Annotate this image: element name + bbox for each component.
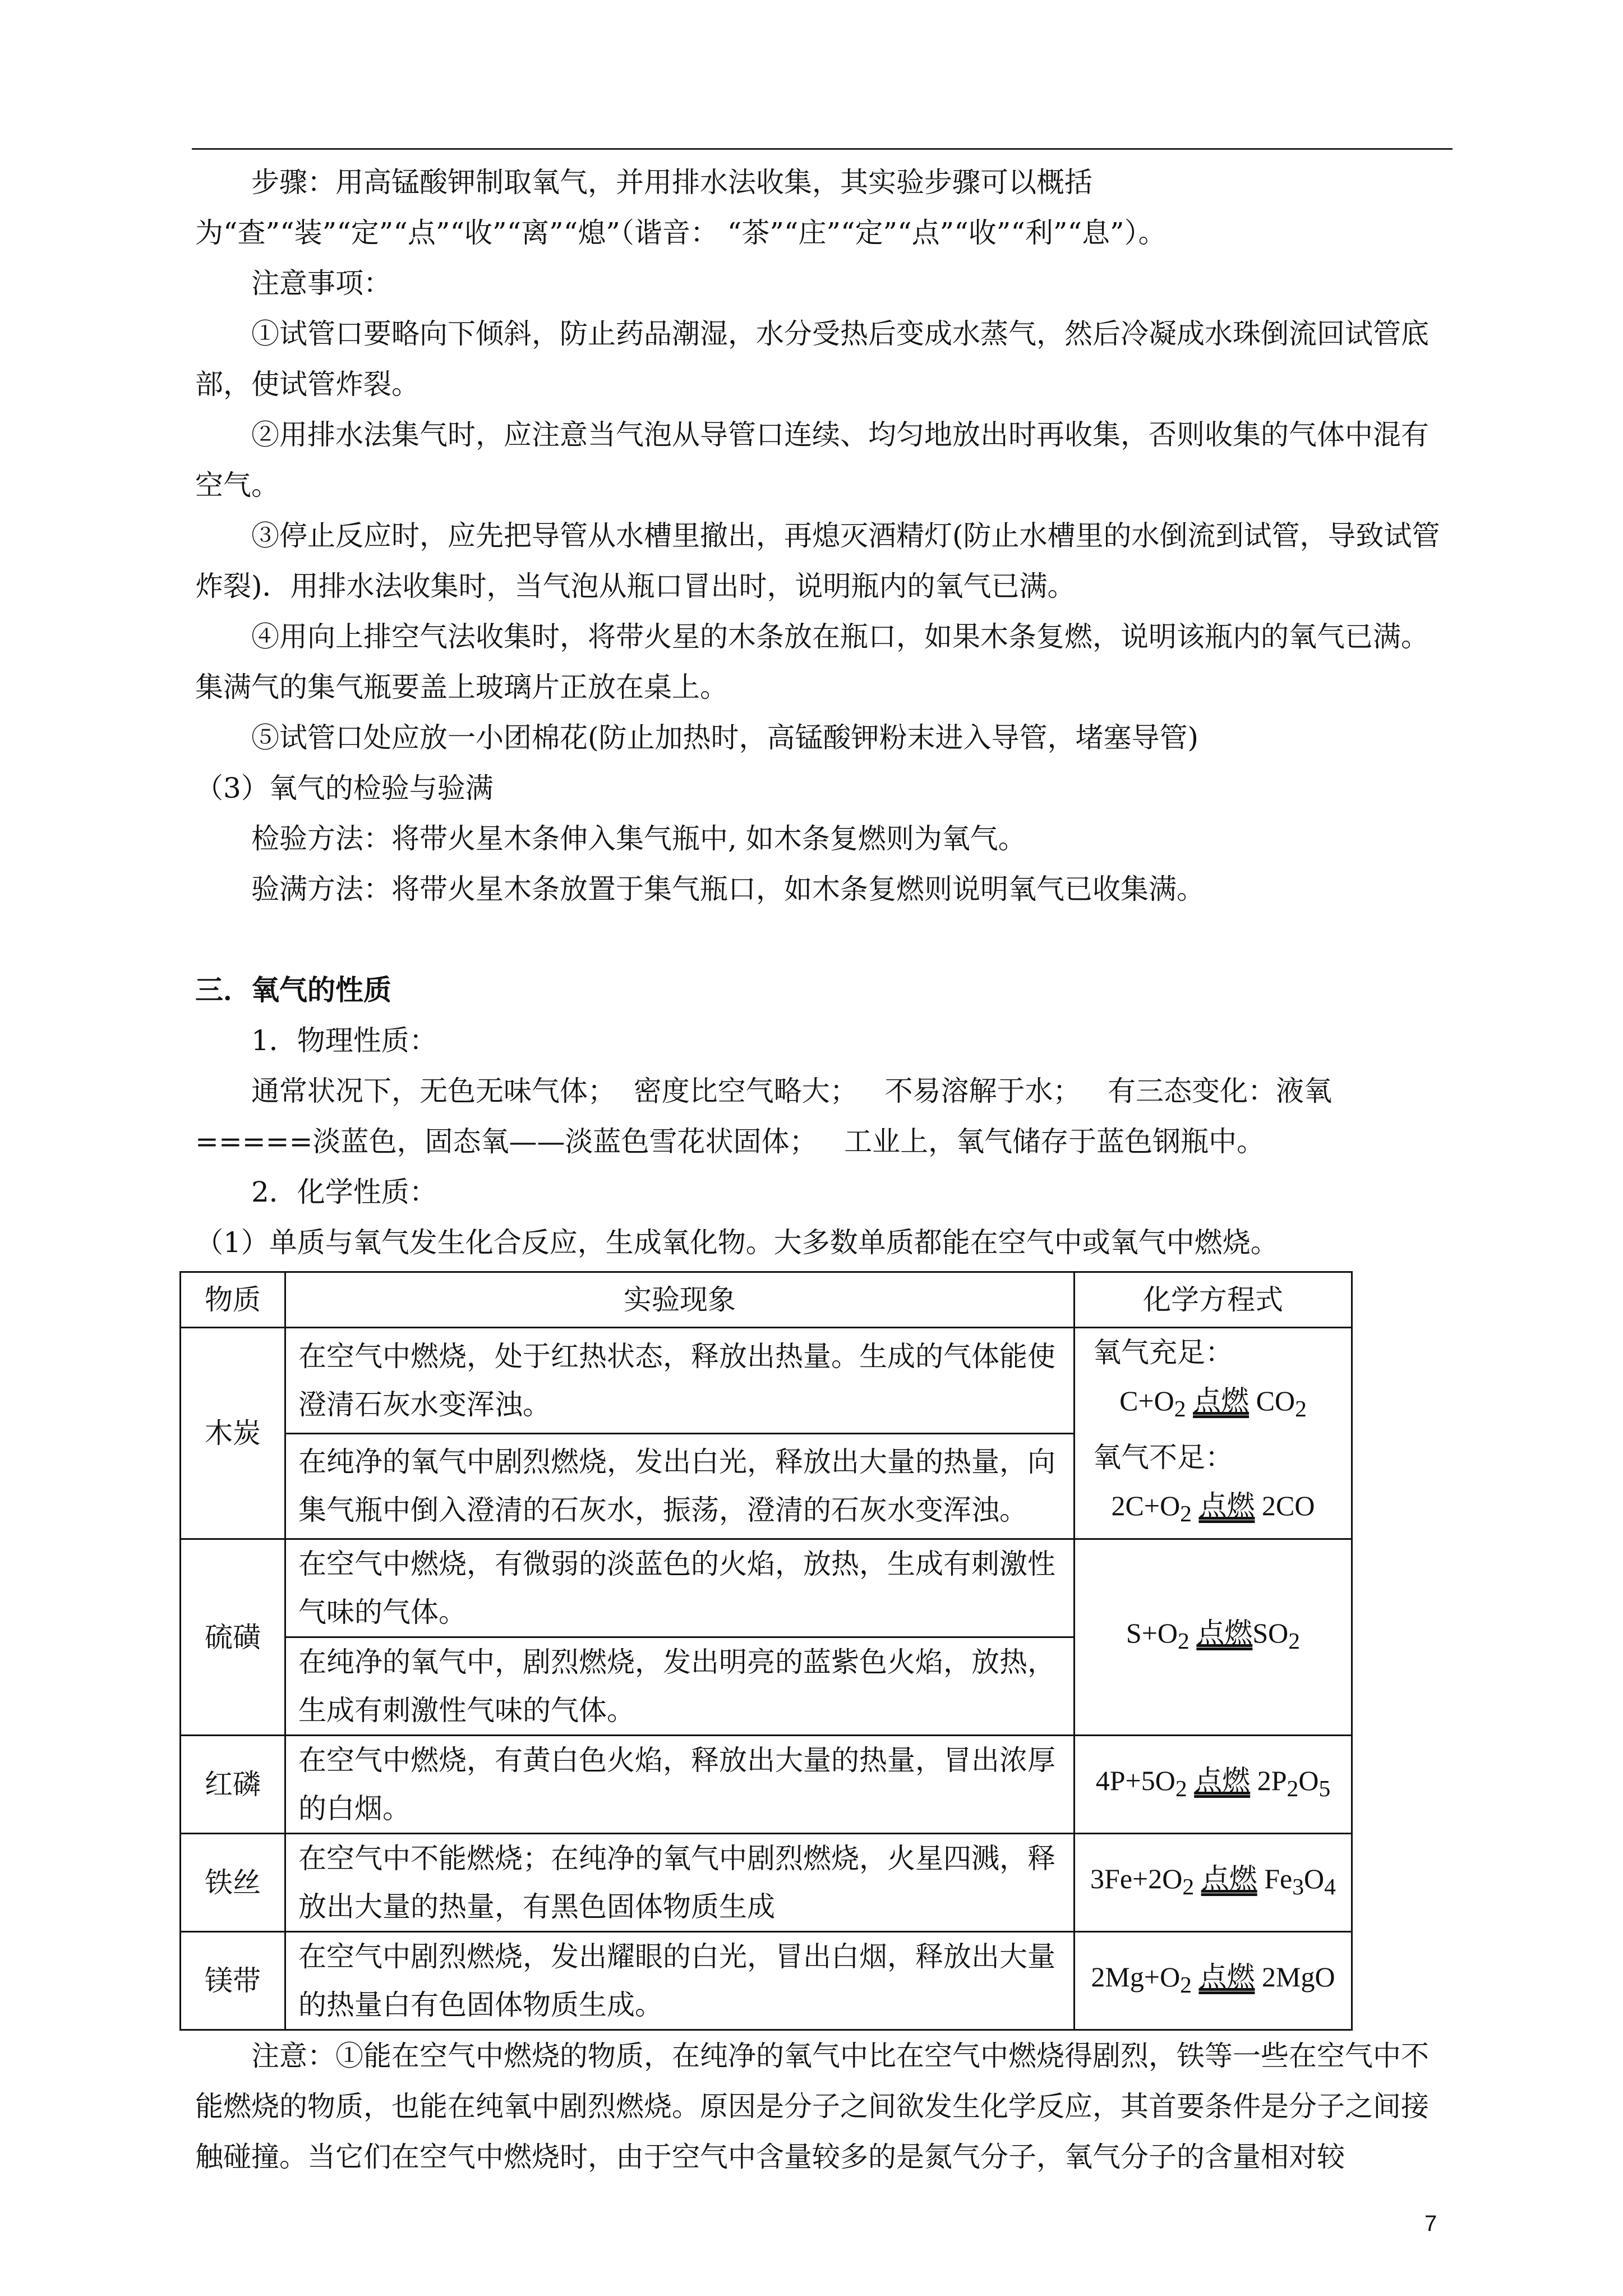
eq-right: CO — [1256, 1385, 1295, 1416]
eq-condition: 点燃 — [1193, 1385, 1249, 1416]
steps-paragraph: 步骤：用高锰酸钾制取氧气，并用排水法收集，其实验步骤可以概括为“查”“装”“定”“点”“收”“离”“熄”（谐音： “茶”“庄”“定”“点”“收”“利”“息”）。 — [195, 166, 1166, 249]
physical-text: 通常状况下，无色无味气体； 密度比空气略大； 不易溶解于水； 有三态变化：液氧=====淡蓝色，固态氧——淡蓝色雪花状固体； 工业上，氧气储存于蓝色钢瓶中。 — [195, 1075, 1332, 1158]
table-row — [181, 1834, 1352, 1932]
table-row — [181, 1932, 1352, 2030]
eq-right: 2CO — [1262, 1490, 1315, 1521]
notes-title: 注意事项： — [251, 267, 391, 300]
note-item-1: ①试管口要略向下倾斜，防止药品潮湿，水分受热后变成水蒸气，然后冷凝成水珠倒流回试管底部，使试管炸裂。 — [195, 318, 1429, 401]
substance-magnesium: 镁带 — [181, 1932, 285, 2030]
phosphorus-text: 在空气中燃烧，有黄白色火焰，释放出大量的热量，冒出浓厚的白烟。 — [285, 1736, 1075, 1834]
section-3-title: 三．氧气的性质 — [195, 973, 391, 1006]
carbon-air: 在空气中燃烧，处于红热状态，释放出热量。生成的气体能使澄清石灰水变浑浊。 — [285, 1328, 1075, 1434]
carbon-oxygen: 在纯净的氧气中剧烈燃烧，发出白光，释放出大量的热量，向集气瓶中倒入澄清的石灰水，振荡，澄清的石灰水变浑浊。 — [285, 1433, 1075, 1539]
substance-carbon: 木炭 — [181, 1328, 285, 1539]
chemical-subheading: （1）单质与氧气发生化合反应，生成氧化物。大多数单质都能在空气中或氧气中燃烧。 — [195, 1226, 1279, 1259]
iron-text: 在空气中不能燃烧；在纯净的氧气中剧烈燃烧，火星四溅，释放出大量的热量，有黑色固体物质生成 — [285, 1834, 1075, 1932]
reaction-table — [179, 1271, 1353, 2031]
eq-condition: 点燃 — [1196, 1617, 1253, 1649]
note-paragraph: 注意：①能在空气中燃烧的物质，在纯净的氧气中比在空气中燃烧得剧烈，铁等一些在空气中不能燃烧的物质，也能在纯氧中剧烈燃烧。原因是分子之间欲发生化学反应，其首要条件是分子之间接触碰撞。当它们在空气中燃烧时，由于空气中含量较多的是氮气分子，氧气分子的含量相对较 — [195, 2040, 1429, 2173]
oxygen-insufficient-label: 氧气不足： — [1093, 1442, 1233, 1473]
full-method: 验满方法：将带火星木条放置于集气瓶口，如木条复燃则说明氧气已收集满。 — [251, 873, 1205, 905]
chemical-title: 2．化学性质： — [251, 1176, 437, 1208]
carbon-equation-2: $2C+O_2$ 点燃 2CO — [1111, 1490, 1315, 1527]
eq-left: 2Mg+O — [1091, 1961, 1181, 1993]
sulfur-air: 在空气中燃烧，有微弱的淡蓝色的火焰，放热，生成有刺激性气味的气体。 — [285, 1539, 1075, 1637]
test-method: 检验方法：将带火星木条伸入集气瓶中, 如木条复燃则为氧气。 — [251, 822, 1026, 855]
eq-left: 2C+O — [1111, 1490, 1181, 1521]
note-item-5: ⑤试管口处应放一小团棉花(防止加热时，高锰酸钾粉末进入导管，堵塞导管) — [251, 721, 1199, 754]
carbon-equations — [1075, 1328, 1352, 1539]
table-row — [181, 1736, 1352, 1834]
magnesium-text: 在空气中剧烈燃烧，发出耀眼的白光，冒出白烟，释放出大量的热量白有色固体物质生成。 — [285, 1932, 1075, 2030]
substance-sulfur: 硫磺 — [181, 1539, 285, 1736]
table-header-row — [181, 1272, 1352, 1328]
eq-left: 3Fe+2O — [1090, 1862, 1183, 1894]
substance-iron: 铁丝 — [181, 1834, 285, 1932]
eq-condition: 点燃 — [1201, 1862, 1257, 1894]
phosphorus-equation: $4P+5O_2$ 点燃 $2P_2O_5$ — [1075, 1736, 1352, 1834]
table-row — [181, 1539, 1352, 1637]
note-item-4: ④用向上排空气法收集时，将带火星的木条放在瓶口，如果木条复燃，说明该瓶内的氧气已满。集满气的集气瓶要盖上玻璃片正放在桌上。 — [195, 620, 1429, 703]
header-rule — [192, 148, 1453, 150]
carbon-equation-1: $C+O_2$ 点燃 $CO_2$ — [1119, 1385, 1307, 1422]
header-substance: 物质 — [181, 1272, 285, 1328]
header-phenomenon: 实验现象 — [285, 1272, 1075, 1328]
note-item-3: ③停止反应时，应先把导管从水槽里撤出，再熄灭酒精灯(防止水槽里的水倒流到试管，导致试管炸裂)．用排水法收集时，当气泡从瓶口冒出时，说明瓶内的氧气已满。 — [195, 519, 1440, 602]
physical-title: 1．物理性质： — [251, 1024, 437, 1057]
page-number: 7 — [1424, 2211, 1437, 2236]
page-content — [195, 157, 1449, 2182]
eq-right: SO — [1252, 1617, 1289, 1649]
iron-equation: $3Fe+2O_2$ 点燃 $Fe_3O_4$ — [1075, 1834, 1352, 1932]
sulfur-oxygen: 在纯净的氧气中，剧烈燃烧，发出明亮的蓝紫色火焰，放热，生成有刺激性气味的气体。 — [285, 1637, 1075, 1736]
eq-right: 2MgO — [1262, 1961, 1335, 1993]
eq-right: 2P — [1257, 1764, 1287, 1796]
oxygen-sufficient-label: 氧气充足： — [1093, 1337, 1233, 1368]
eq-left: S+O — [1126, 1617, 1178, 1649]
eq-right-tail: O — [1304, 1862, 1325, 1894]
substance-phosphorus: 红磷 — [181, 1736, 285, 1834]
eq-right-tail: O — [1298, 1764, 1319, 1796]
eq-condition: 点燃 — [1194, 1764, 1251, 1796]
eq-right: Fe — [1264, 1862, 1293, 1894]
eq-left: C+O — [1119, 1385, 1174, 1416]
table-row — [181, 1328, 1352, 1434]
magnesium-equation: $2Mg+O_2$ 点燃 2MgO — [1075, 1932, 1352, 2030]
test-heading: （3）氧气的检验与验满 — [195, 772, 494, 804]
eq-left: 4P+5O — [1095, 1764, 1175, 1796]
eq-condition: 点燃 — [1198, 1490, 1255, 1521]
eq-condition: 点燃 — [1198, 1961, 1255, 1993]
header-equation: 化学方程式 — [1075, 1272, 1352, 1328]
note-item-2: ②用排水法集气时，应注意当气泡从导管口连续、均匀地放出时再收集，否则收集的气体中混有空气。 — [195, 418, 1429, 501]
sulfur-equation: $S+O_2$ 点燃$SO_2$ — [1075, 1539, 1352, 1736]
